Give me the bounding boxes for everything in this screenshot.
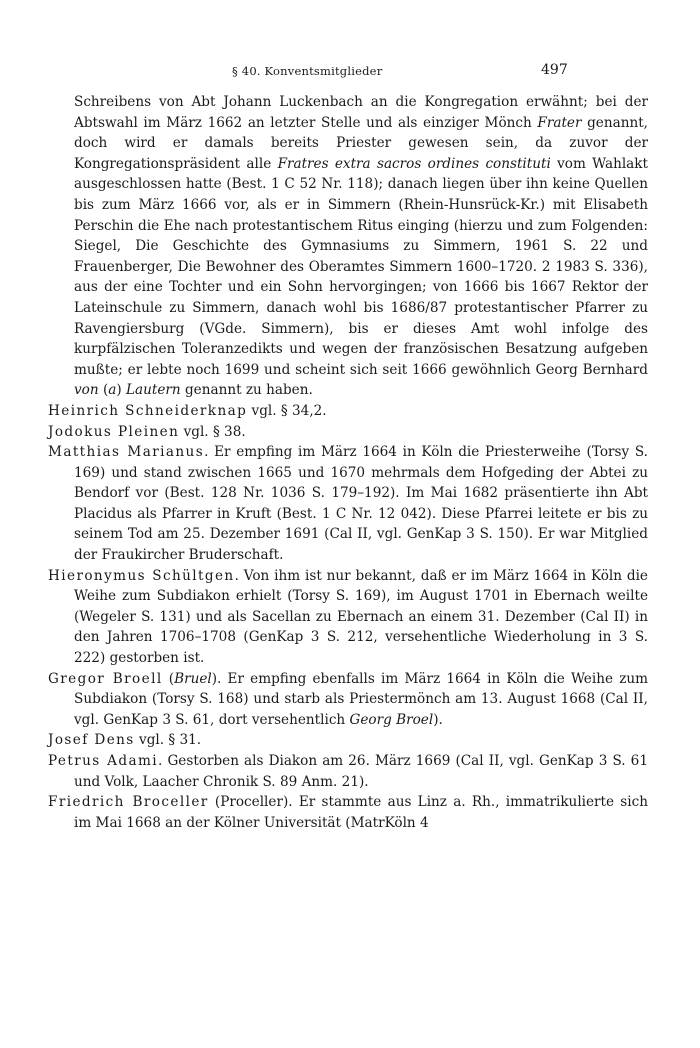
entry-text: vgl. § 34,2. [247,402,327,419]
italic-text: Frater [537,114,582,131]
entry-text: ) [116,382,126,399]
entry-text: ). Er empfing ebenfalls im März 1664 in Köln die Weihe zum Subdiakon (Torsy S. 168) und starb als Priestermönch am 13. August 1668 (Cal II, vgl. GenKap 3 S. 61, dort versehentlich [74,670,648,728]
italic-text: von [74,382,99,399]
running-head-title: § 40. Konventsmitglieder [232,64,383,78]
entry-text: . Er empfing im März 1664 in Köln die Priesterweihe (Torsy S. 169) und stand zwischen 1665 und 1670 mehrmals dem Hofgeding der Abtei zu Bendorf vor (Best. 128 Nr. 1036 S. 179–192). Im Mai 1682 präsentierte ihn Abt Placidus als Pfarrer in Kruft (Best. 1 C Nr. 12 042). Diese Pfarrei leitete er bis zu seinem Tod am 25. Dezember 1691 (Cal II, vgl. GenKap 3 S. 150). Er war Mitglied der Fraukircher Bruderschaft. [74,444,649,564]
entry-text: . Gestorben als Diakon am 26. März 1669 (Cal II, vgl. GenKap 3 S. 61 und Volk, Laacher Chronik S. 89 Anm. 21). [74,753,648,790]
entry-name: Hieronymus Schültgen [48,567,235,584]
entry-text: . Von ihm ist nur bekannt, daß er im März 1664 in Köln die Weihe zum Subdiakon erhielt (Torsy S. 169), im August 1701 in Ebernach weilte (Wegeler S. 131) und als Sacellan zu Ebernach an einem 31. Dezember (Cal II) in den Jahren 1706–1708 (GenKap 3 S. 212, versehentliche Wiederholung in 3 S. 222) gestorben ist. [74,567,648,667]
entry-text: Schreibens von Abt Johann Luckenbach an die Kongregation erwähnt; bei der Abtswahl im März 1662 an letzter Stelle und als einziger Mönch [74,94,648,131]
document-body [48,92,648,833]
register-entry [48,422,648,443]
register-entry [48,442,648,566]
italic-text: a [108,382,117,399]
entry-name: Petrus Adami [48,753,159,769]
register-entry [48,792,648,833]
entry-text: vom Wahlakt ausgeschlossen hatte (Best. 1 C 52 Nr. 118); danach liegen über ihn keine Quellen bis zum März 1666 vor, als er in Simmern (Rhein-Hunsrück-Kr.) mit Elisabeth Perschin die Ehe nach protestantischem Ritus einging (hierzu und zum Folgenden: Siegel, Die Geschichte des Gymnasiums zu Simmern, 1961 S. 22 und Frauenberger, Die Bewohner des Oberamtes Simmern 1600–1720. 2 1983 S. 336), aus der eine Tochter und ein Sohn hervorgingen; von 1666 bis 1667 Rektor der Lateinschule zu Simmern, danach wohl bis 1686/87 protestantischer Pfarrer zu Ravengiersburg (VGde. Simmern), bis er dieses Amt wohl infolge des kurpfälzischen Toleranzedikts und wegen der französischen Besatzung aufgeben mußte; er lebte noch 1699 und scheint sich seit 1666 gewöhnlich Georg Bernhard [74,155,648,378]
entry-name: Friedrich Broceller [48,794,209,811]
entry-text: ). [433,711,443,728]
italic-text: Lautern [125,382,181,399]
italic-text: Fratres extra sacros ordines constituti [277,155,551,172]
register-entry [48,730,648,751]
entry-text: vgl. § 31. [134,732,202,749]
entry-text: vgl. § 38. [179,423,246,440]
entry-name: Heinrich Schneiderknap [48,402,248,419]
register-entry [48,669,648,731]
register-entry [48,566,648,669]
entry-name: Gregor Broell [48,670,163,687]
page-number: 497 [541,62,568,78]
entry-text: genannt, doch wird er damals bereits Priester gewesen sein, da zuvor der Kongregationspräsident alle [74,114,648,172]
entry-text: ( [98,382,109,399]
entry-text: (Proceller). Er stammte aus Linz a. Rh., immatrikulierte sich im Mai 1668 an der Kölner Universität (MatrKöln 4 [74,794,649,831]
entry-name: Josef Dens [48,732,135,749]
entry-text: ( [162,670,175,687]
register-entry [48,751,648,792]
register-entry [48,401,648,422]
entry-text: genannt zu haben. [180,382,313,399]
entry-name: Jodokus Pleinen [48,423,180,440]
entry-name: Matthias Marianus [48,444,205,461]
italic-text: Georg Broel [349,711,434,728]
running-head [0,62,700,82]
italic-text: Bruel [174,670,212,687]
continued-paragraph [48,92,648,401]
